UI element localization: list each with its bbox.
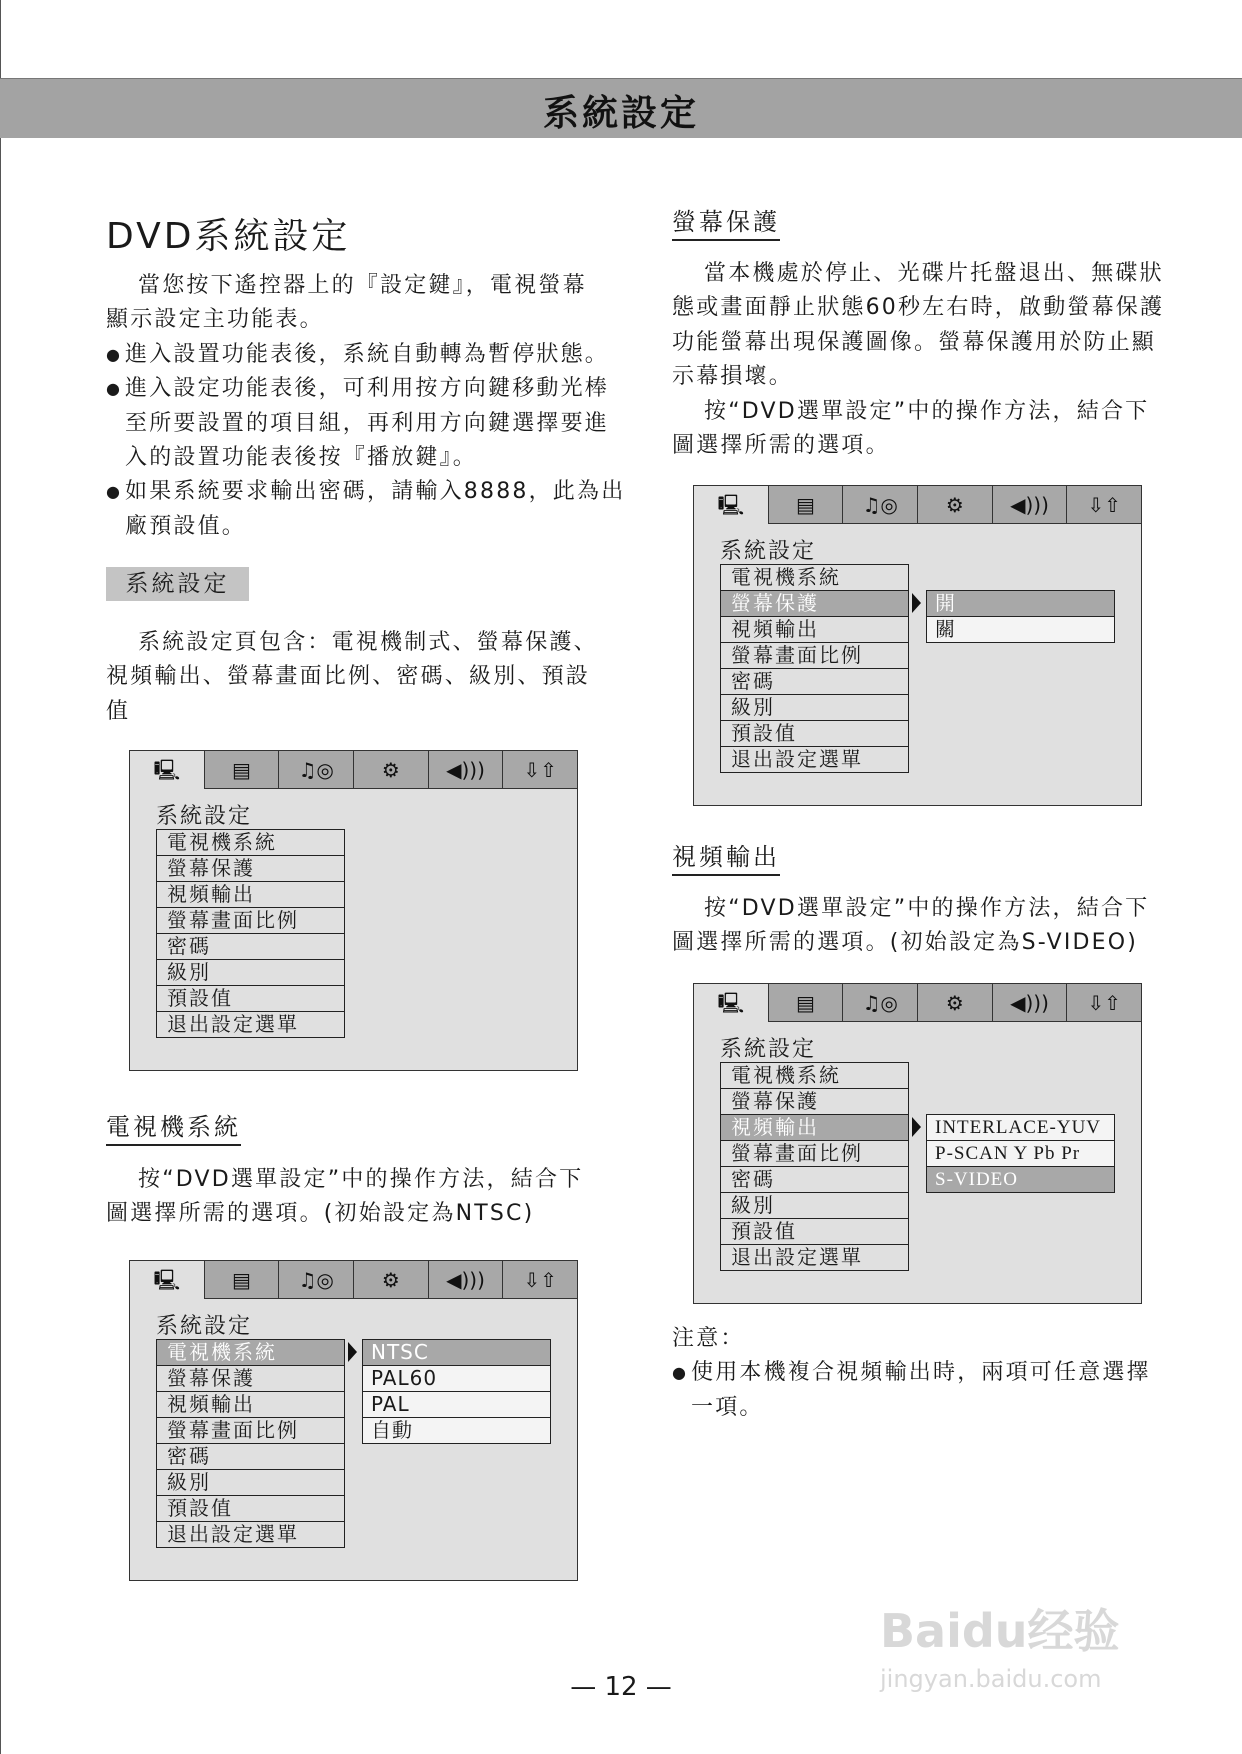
scroll-icon[interactable]: ▤: [768, 486, 843, 524]
menu-item[interactable]: 電視機系統: [157, 830, 344, 856]
baidu-watermark-url: jingyan.baidu.com: [880, 1665, 1102, 1693]
tv-system-text: [106, 1163, 583, 1232]
bullet-line: 進入設定功能表後，可利用按方向鍵移動光棒: [125, 376, 610, 402]
scroll-icon[interactable]: ▤: [768, 984, 843, 1022]
speaker-icon[interactable]: ◀))): [992, 486, 1067, 524]
menu-item[interactable]: 預設值: [721, 1219, 908, 1245]
computer-icon[interactable]: 🖳: [130, 751, 204, 789]
menu-list: [720, 1062, 909, 1271]
menu-item[interactable]: 螢幕保護: [721, 1089, 908, 1115]
menu-item[interactable]: 密碼: [157, 1444, 344, 1470]
header-band: [0, 78, 1242, 138]
disc-music-icon[interactable]: ♫◎: [842, 984, 917, 1022]
menu-item[interactable]: 視頻輸出: [721, 617, 908, 643]
text-line: 系統設定頁包含：電視機制式、螢幕保護、: [138, 630, 598, 655]
page-edge: [0, 0, 1, 1754]
text-line: 值: [106, 698, 131, 724]
menu-title: 系統設定: [720, 1037, 817, 1062]
bullet-item: ● 進入設置功能表後，系統自動轉為暫停狀態。: [106, 338, 625, 372]
intro-line: 顯示設定主功能表。: [106, 307, 324, 333]
text-line: 圖選擇所需的選項。(初始設定為NTSC): [106, 1201, 535, 1227]
bullet-line: 至所要設置的項目組，再利用方向鍵選擇要進: [125, 410, 610, 436]
menu-tabs: [694, 486, 1141, 524]
computer-icon[interactable]: 🖳: [694, 984, 768, 1022]
text-line: 視頻輸出、螢幕畫面比例、密碼、級別、預設: [106, 664, 591, 690]
speaker-icon[interactable]: ◀))): [428, 751, 503, 789]
submenu-option[interactable]: INTERLACE-YUV: [927, 1115, 1114, 1141]
download-upload-icon[interactable]: ⇩⇧: [1066, 984, 1141, 1022]
text-line: 按“DVD選單設定”中的操作方法，結合下: [704, 398, 1150, 424]
menu-item[interactable]: 退出設定選單: [167, 1522, 299, 1546]
menu-item[interactable]: 級別: [721, 695, 908, 721]
video-settings-icon[interactable]: ⚙: [353, 751, 428, 789]
note-block: [672, 1322, 1151, 1425]
menu-item[interactable]: 退出設定選單: [731, 1245, 863, 1269]
speaker-icon[interactable]: ◀))): [992, 984, 1067, 1022]
bullet-line: 廠預設值。: [125, 513, 247, 539]
menu-title: 系統設定: [156, 804, 253, 829]
menu-item[interactable]: 電視機系統: [157, 1340, 344, 1366]
menu-list: [156, 1339, 345, 1548]
settings-menu-screensaver: [693, 485, 1142, 806]
settings-menu-tv-system: [129, 1260, 578, 1581]
submenu-option[interactable]: PAL: [363, 1392, 550, 1418]
menu-item[interactable]: 螢幕保護: [157, 1366, 344, 1392]
section-title: DVD系統設定: [106, 216, 351, 257]
video-output-text: [672, 892, 1149, 961]
text-line: 當本機處於停止、光碟片托盤退出、無碟狀: [704, 261, 1164, 286]
video-output-heading: 視頻輸出: [672, 842, 780, 876]
submenu: [362, 1339, 551, 1444]
submenu-option[interactable]: NTSC: [363, 1340, 550, 1366]
settings-menu-main: [129, 750, 578, 1071]
baidu-watermark-logo: Baidu经验: [880, 1604, 1120, 1658]
submenu-arrow-icon: [912, 593, 921, 613]
submenu-option[interactable]: P-SCAN Y Pb Pr: [927, 1141, 1114, 1167]
submenu-option[interactable]: S-VIDEO: [927, 1167, 1114, 1192]
screensaver-heading: 螢幕保護: [672, 207, 780, 241]
video-settings-icon[interactable]: ⚙: [353, 1261, 428, 1299]
text-line: 圖選擇所需的選項。(初始設定為S-VIDEO): [672, 930, 1139, 956]
menu-item[interactable]: 密碼: [721, 1167, 908, 1193]
submenu-arrow-icon: [348, 1342, 357, 1362]
page-number: — 12 —: [570, 1672, 672, 1702]
menu-item[interactable]: 預設值: [721, 721, 908, 747]
text-line: 圖選擇所需的選項。: [672, 433, 890, 459]
computer-icon[interactable]: 🖳: [130, 1261, 204, 1299]
submenu-option[interactable]: 關: [935, 617, 956, 641]
menu-item[interactable]: 螢幕保護: [721, 591, 908, 617]
menu-item[interactable]: 退出設定選單: [167, 1012, 299, 1036]
computer-icon[interactable]: 🖳: [694, 486, 768, 524]
bullet-item: ● 使用本機複合視頻輸出時，兩項可任意選擇 一項。: [672, 1356, 1151, 1425]
speaker-icon[interactable]: ◀))): [428, 1261, 503, 1299]
menu-item[interactable]: 螢幕畫面比例: [157, 1418, 344, 1444]
scroll-icon[interactable]: ▤: [204, 751, 279, 789]
text-line: 態或畫面靜止狀態60秒左右時，啟動螢幕保護: [672, 295, 1165, 321]
menu-list: [720, 564, 909, 773]
section-text: [106, 626, 598, 729]
menu-item[interactable]: 螢幕畫面比例: [157, 908, 344, 934]
bullet-line: 如果系統要求輸出密碼，請輸入8888，此為出: [125, 479, 626, 505]
submenu: [926, 590, 1115, 643]
menu-item[interactable]: 預設值: [157, 986, 344, 1012]
submenu-option[interactable]: 自動: [371, 1418, 413, 1442]
download-upload-icon[interactable]: ⇩⇧: [502, 751, 577, 789]
text-line: 按“DVD選單設定”中的操作方法，結合下: [138, 1167, 584, 1192]
download-upload-icon[interactable]: ⇩⇧: [1066, 486, 1141, 524]
download-upload-icon[interactable]: ⇩⇧: [502, 1261, 577, 1299]
menu-tabs: [694, 984, 1141, 1022]
submenu-arrow-icon: [912, 1117, 921, 1137]
submenu-option[interactable]: PAL60: [363, 1366, 550, 1392]
text-line: 按“DVD選單設定”中的操作方法，結合下: [704, 896, 1150, 921]
menu-tabs: [130, 1261, 577, 1299]
menu-title: 系統設定: [720, 539, 817, 564]
menu-item[interactable]: 電視機系統: [721, 565, 908, 591]
menu-item[interactable]: 螢幕畫面比例: [721, 643, 908, 669]
section-tag: 系統設定: [106, 567, 249, 601]
video-settings-icon[interactable]: ⚙: [917, 486, 992, 524]
menu-list: [156, 829, 345, 1038]
menu-item[interactable]: 螢幕畫面比例: [721, 1141, 908, 1167]
menu-item[interactable]: 密碼: [721, 669, 908, 695]
menu-item[interactable]: 視頻輸出: [721, 1115, 908, 1141]
menu-item[interactable]: 級別: [157, 1470, 344, 1496]
submenu-option[interactable]: 開: [927, 591, 1114, 617]
menu-tabs: [130, 751, 577, 789]
scroll-icon[interactable]: ▤: [204, 1261, 279, 1299]
settings-menu-video-output: [693, 983, 1142, 1304]
submenu: [926, 1114, 1115, 1193]
bullet-line: 一項。: [691, 1394, 764, 1420]
menu-item[interactable]: 退出設定選單: [731, 747, 863, 771]
bullet-line: 進入設置功能表後，系統自動轉為暫停狀態。: [125, 341, 610, 367]
menu-item[interactable]: 級別: [157, 960, 344, 986]
menu-title: 系統設定: [156, 1314, 253, 1339]
menu-item[interactable]: 密碼: [157, 934, 344, 960]
text-line: 示幕損壞。: [672, 364, 794, 390]
bullet-item: ● 如果系統要求輸出密碼，請輸入8888，此為出 廠預設值。: [106, 475, 625, 544]
note-label: 注意：: [672, 1326, 745, 1351]
page-title: 系統設定: [542, 93, 699, 134]
menu-item[interactable]: 視頻輸出: [157, 882, 344, 908]
bullet-line: 入的設置功能表後按『播放鍵』。: [125, 445, 478, 471]
disc-music-icon[interactable]: ♫◎: [278, 1261, 353, 1299]
menu-item[interactable]: 級別: [721, 1193, 908, 1219]
text-line: 功能螢幕出現保護圖像。螢幕保護用於防止顯: [672, 329, 1157, 355]
menu-item[interactable]: 電視機系統: [721, 1063, 908, 1089]
screensaver-text: [672, 257, 1164, 463]
tv-system-heading: 電視機系統: [106, 1112, 241, 1146]
bullet-line: 使用本機複合視頻輸出時，兩項可任意選擇: [691, 1360, 1151, 1386]
disc-music-icon[interactable]: ♫◎: [278, 751, 353, 789]
disc-music-icon[interactable]: ♫◎: [842, 486, 917, 524]
menu-item[interactable]: 預設值: [157, 1496, 344, 1522]
intro-line: 當您按下遙控器上的『設定鍵』，電視螢幕: [138, 273, 587, 298]
menu-item[interactable]: 螢幕保護: [157, 856, 344, 882]
bullet-item: ● 進入設定功能表後，可利用按方向鍵移動光棒 至所要設置的項目組，再利用方向鍵選擇要進 入的設置功能表後按『播放鍵』。: [106, 372, 625, 475]
intro-block: [106, 269, 625, 544]
video-settings-icon[interactable]: ⚙: [917, 984, 992, 1022]
menu-item[interactable]: 視頻輸出: [157, 1392, 344, 1418]
